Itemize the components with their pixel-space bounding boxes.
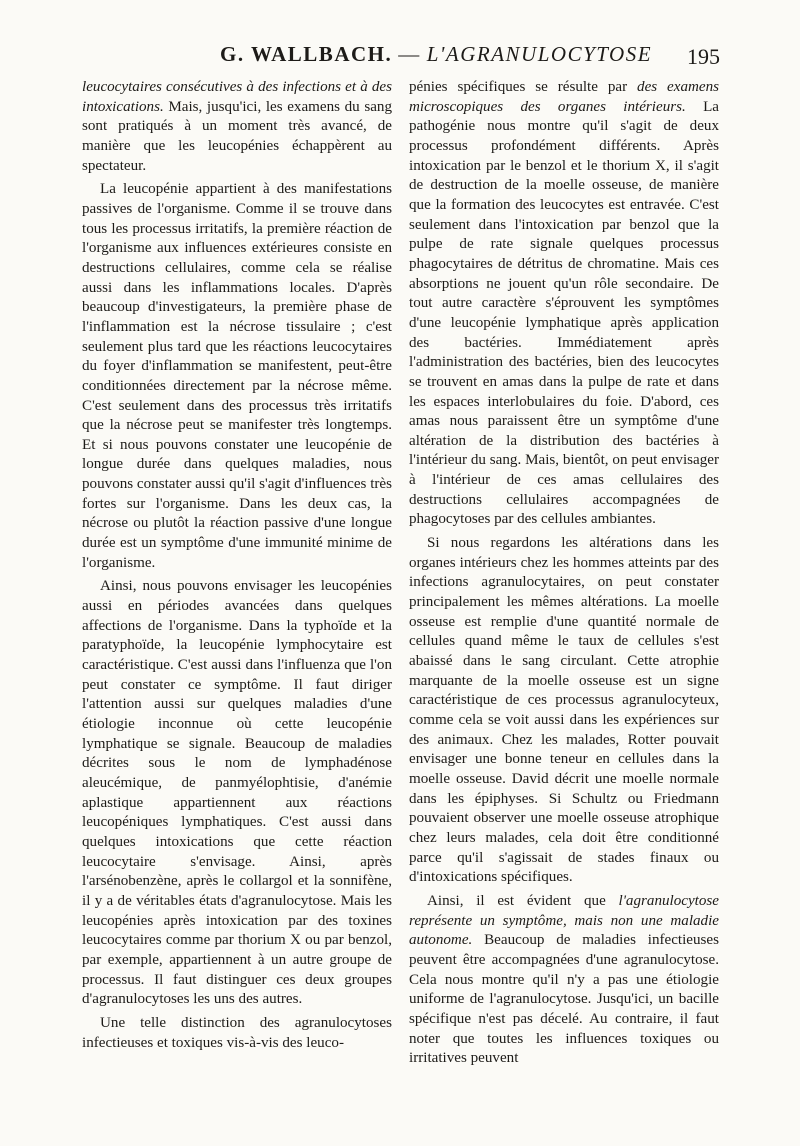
paragraph: Si nous regardons les altérations dans les organes intérieurs chez les hommes atteints par des infections agranulocytaires, on peut constater principalement les mêmes altérations. La moelle osseuse est remplie d'une quantité normale de cellules quand même le taux de cellules s'est abaissé dans le sang circulant. Cette atrophie marquante de la moelle osseuse est un signe caractéristique de ces processus agranulocyteux, comme cela se voit aussi dans les expériences sur des animaux. Chez les malades, Rotter pouvait envisager une bonne teneur en cellules dans la moelle osseuse. David décrit une moelle normale dans les épiphyses. Si Schultz ou Friedmann pouvaient observer une moelle osseuse atrophique chez leurs malades, cela doit être conditionné parce qu'il s'agissait de stades finaux ou d'intoxications spécifiques. <box>409 535 719 886</box>
paragraph <box>82 78 392 176</box>
right-column <box>409 78 719 1069</box>
paragraph: Une telle distinction des agranulocytoses infectieuses et toxiques vis-à-vis des leuco- <box>82 1014 392 1051</box>
page-number: 195 <box>687 44 720 69</box>
paragraph-text: La pathogénie nous montre qu'il s'agit de deux processus profondément différents. Après intoxication par le benzol et le thorium X, il s'agit de destruction de la moelle osseuse, de manière que la formation des leucocytes est entravée. C'est seulement dans l'intoxication par benzol que la pulpe de rate signale quelques processus phagocytaires de détritus de chromatine. Mais ces absorptions ne jouent qu'un rôle secondaire. De tout autre caractère s'éprouvent les symptômes d'une leucopénie lymphatique après application des bactéries. Immédiatement après l'administration des bactéries, bien des leucocytes se trouvent en amas dans la pulpe de rate et dans les espaces interlobulaires du foie. D'abord, ces amas nous paraissent être un symptôme d'une altération de la distribution des bactéries à l'intérieur du sang. Mais, bientôt, on peut envisager à l'intérieur de ces amas cellulaires des destructions cellulaires accompagnées de phagocytoses par des cellules ambiantes. <box>409 98 719 528</box>
article-subject: L'AGRANULOCYTOSE <box>426 42 653 66</box>
paragraph-text: Ainsi, il est évident que <box>427 892 619 909</box>
paragraph <box>409 892 719 1069</box>
title-separator: — <box>398 42 421 66</box>
italic-phrase: l'agranulocytose représente un symptôme, mais non une maladie autonome. <box>409 892 719 949</box>
italic-phrase: leucocytaires consécutives à des infections et à des intoxications. <box>82 79 392 115</box>
paragraph <box>409 78 719 530</box>
paragraph-text: Mais, jusqu'ici, les examens du sang sont pratiqués à un moment très avancé, de manière que les leucopénies échappèrent au spectateur. <box>82 98 392 174</box>
italic-phrase: des examens microscopiques des organes intérieurs. <box>409 79 720 115</box>
left-column <box>82 78 392 1053</box>
paragraph: La leucopénie appartient à des manifestations passives de l'organisme. Comme il se trouve dans tous les processus irritatifs, la première réaction de l'organisme aux influences extérieures consiste en destructions cellulaires, comme cela se réalise aussi dans les inflammations locales. D'après beaucoup d'investigateurs, la première phase de l'inflammation est la nécrose tissulaire ; c'est seulement plus tard que les réactions leucocytaires du foyer d'inflammation se manifestent, peut-être conditionnées directement par la nécrose même. C'est seulement dans des processus très irritatifs que la nécrose peut se manifester très longtemps. Et si nous pouvons constater une leucopénie de longue durée dans quelques maladies, nous pouvons constater aussi qu'il s'agit d'influences très fortes sur l'organisme. Dans les deux cas, la nécrose ou plutôt la réaction passive d'une longue durée est un symptôme d'une immunité minime de l'organisme. <box>82 181 392 571</box>
running-title <box>220 42 652 67</box>
author-name: G. WALLBACH. <box>220 42 393 66</box>
running-head <box>80 38 720 72</box>
paragraph-text: pénies spécifiques se résulte par <box>409 79 638 95</box>
paragraph-text: Beaucoup de maladies infectieuses peuvent être accompagnées d'une agranulocytose. Cela nous montre qu'il n'y a pas une étiologie uniforme de l'agranulocytose. Jusqu'ici, un bacille spécifique n'est pas décelé. Au contraire, il faut noter que toutes les influences toxiques ou irritatives peuvent <box>409 932 719 1067</box>
paragraph: Ainsi, nous pouvons envisager les leucopénies aussi en périodes avancées dans quelques affections de l'organisme. Dans la typhoïde et la paratyphoïde, la leucopénie lymphocytaire est caractéristique. C'est aussi dans l'influenza que l'on peut constater ce symptôme. Il faut diriger l'attention aussi sur quelques maladies d'une étiologie inconnue où cette leucopénie lymphatique se signale. Beaucoup de maladies décrites sous le nom de lymphadénose aleucémique, de panmyélophtisie, d'anémie aplastique appartiennent aux réactions leucopéniques lymphatiques. C'est aussi dans quelques intoxications que cette réaction leucocytaire s'envisage. Ainsi, après l'arsénobenzène, après le collargol et la sonnifène, il y a de véritables états d'agranulocytose. Mais les leucopénies après intoxication par des toxines leucocytaires comme par thorium X ou par benzol, par exemple, appartiennent à un autre groupe de processus. Il faut distinguer ces deux groupes d'agranulocytoses les uns des autres. <box>82 578 392 1008</box>
